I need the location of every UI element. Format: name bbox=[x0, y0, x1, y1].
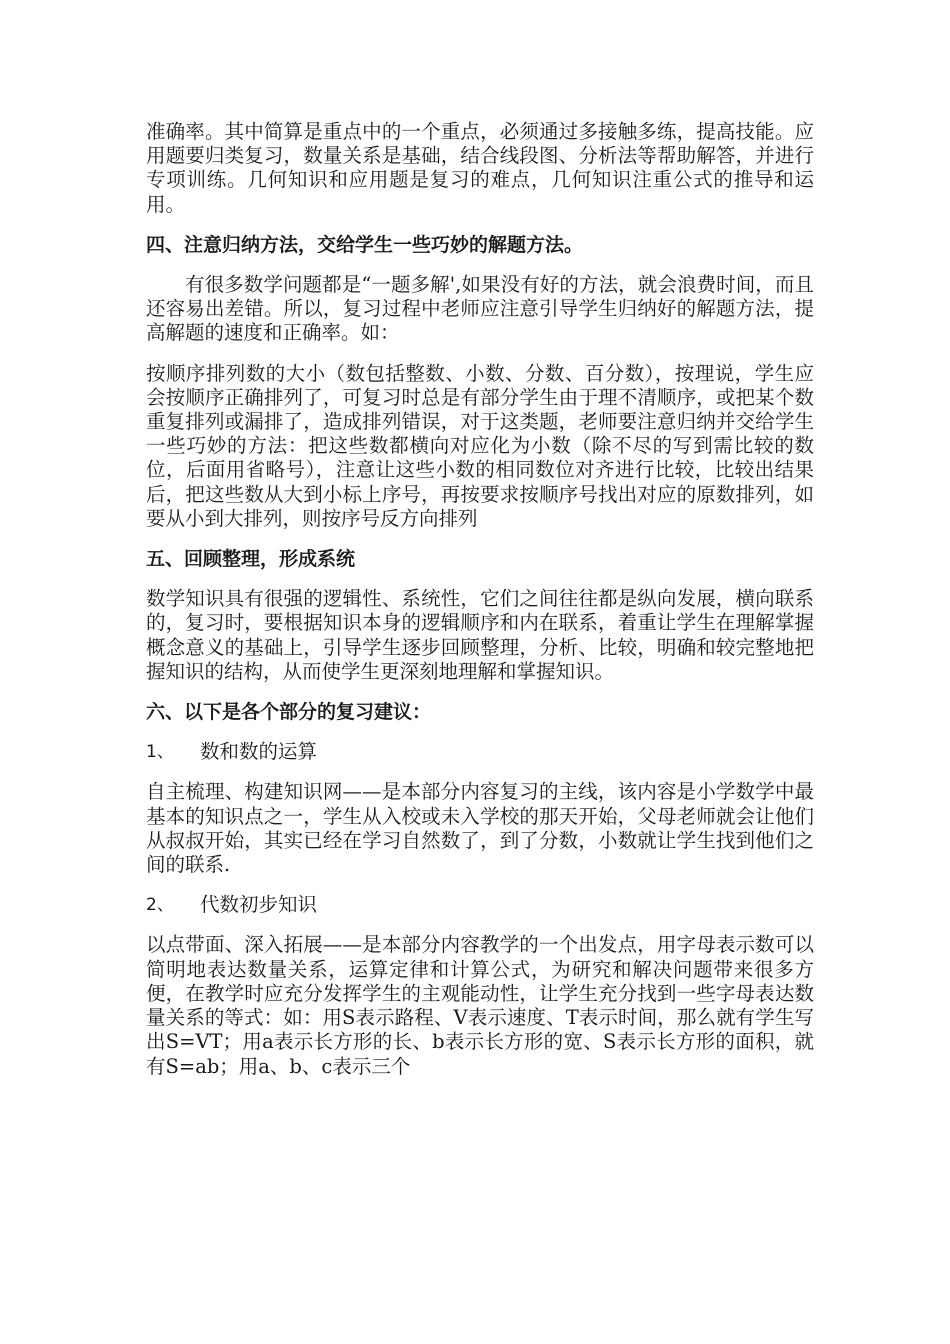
paragraph-algebra: 以点带面、深入拓展——是本部分内容教学的一个出发点，用字母表示数可以简明地表达数量关系，运算定律和计算公式，为研究和解决问题带来很多方便，在教学时应充分发挥学生的主观能动性，让学生充分找到一些字母表达数量关系的等式：如：用S表示路程、V表示速度、T表示时间，那么就有学生写出S=VT；用a表示长方形的长、b表示长方形的宽、S表示长方形的面积，就有S=ab；用a、b、c表示三个 bbox=[146, 933, 814, 1078]
list-number-1: 1、 bbox=[146, 742, 174, 763]
section-heading-4: 四、注意归纳方法，交给学生一些巧妙的解题方法。 bbox=[146, 233, 584, 256]
paragraph-methods: 有很多数学问题都是“一题多解',如果没有好的方法，就会浪费时间，而且还容易出差错。所以，复习过程中老师应注意引导学生归纳好的解题方法，提高解题的速度和正确率。如： bbox=[146, 273, 814, 345]
section-heading-5: 五、回顾整理，形成系统 bbox=[146, 548, 356, 571]
list-number-2: 2、 bbox=[146, 895, 174, 916]
paragraph-system: 数学知识具有很强的逻辑性、系统性，它们之间往往都是纵向发展，横向联系的，复习时，要根据知识本身的逻辑顺序和内在联系，着重让学生在理解掌握概念意义的基础上，引导学生逐步回顾整理，分析、比较，明确和较完整地把握知识的结构，从而使学生更深刻地理解和掌握知识。 bbox=[146, 587, 814, 683]
list-item-1 bbox=[146, 740, 814, 764]
list-text-2: 代数初步知识 bbox=[200, 893, 318, 917]
list-text-1: 数和数的运算 bbox=[200, 740, 318, 764]
document-page bbox=[146, 120, 814, 1095]
paragraph-intro: 准确率。其中简算是重点中的一个重点，必须通过多接触多练，提高技能。应用题要归类复习，数量关系是基础，结合线段图、分析法等帮助解答，并进行专项训练。几何知识和应用题是复习的难点，几何知识注重公式的推导和运用。 bbox=[146, 120, 814, 216]
paragraph-ordering: 按顺序排列数的大小（数包括整数、小数、分数、百分数），按理说，学生应会按顺序正确排列了，可复习时总是有部分学生由于理不清顺序，或把某个数重复排列或漏排了，造成排列错误，对于这类题，老师要注意归纳并交给学生一些巧妙的方法：把这些数都横向对应化为小数（除不尽的写到需比较的数位，后面用省略号），注意让这些小数的相同数位对齐进行比较，比较出结果后，把这些数从大到小标上序号，再按要求按顺序号找出对应的原数排列，如要从小到大排列，则按序号反方向排列 bbox=[146, 361, 814, 530]
list-item-2 bbox=[146, 893, 814, 917]
paragraph-numbers: 自主梳理、构建知识网——是本部分内容复习的主线，该内容是小学数学中最基本的知识点之一，学生从入校或未入学校的那天开始，父母老师就会让他们从叔叔开始，其实已经在学习自然数了，到了分数，小数就让学生找到他们之间的联系. bbox=[146, 780, 814, 877]
section-heading-6: 六、以下是各个部分的复习建议： bbox=[146, 701, 432, 724]
